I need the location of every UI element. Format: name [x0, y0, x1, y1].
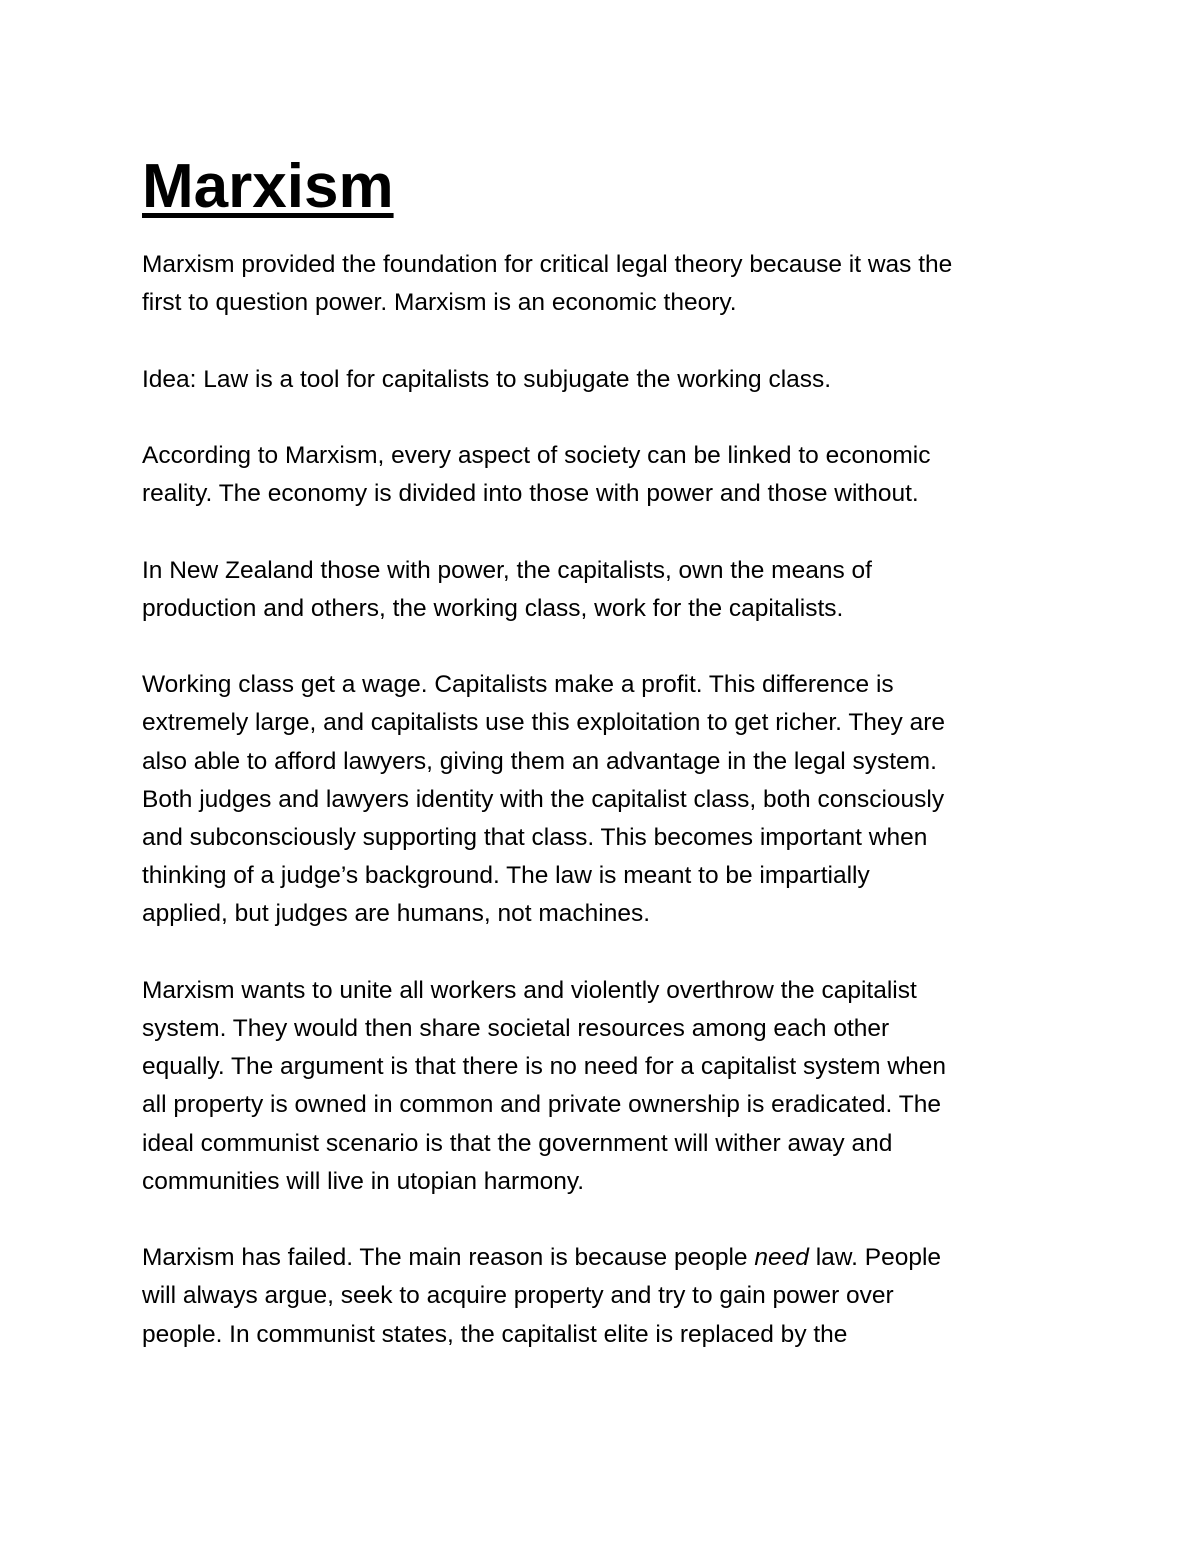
paragraph-line: Marxism wants to unite all workers and violently overthrow the capitalist: [142, 976, 917, 1004]
paragraph-line: In New Zealand those with power, the capitalists, own the means of: [142, 556, 872, 584]
document-content: [142, 150, 1072, 1392]
paragraph-line: Both judges and lawyers identity with the capitalist class, both consciously: [142, 785, 945, 813]
paragraph-line: Working class get a wage. Capitalists make a profit. This difference is: [142, 671, 894, 699]
paragraph-line: production and others, the working class, work for the capitalists.: [142, 594, 844, 622]
paragraph-line: all property is owned in common and private ownership is eradicated. The: [142, 1091, 941, 1119]
paragraph-3: [142, 437, 1072, 513]
paragraph-line: extremely large, and capitalists use this exploitation to get richer. They are: [142, 709, 946, 737]
paragraph-line: applied, but judges are humans, not machines.: [142, 900, 651, 928]
paragraph-line: also able to afford lawyers, giving them an advantage in the legal system.: [142, 747, 937, 775]
paragraph-line: Idea: Law is a tool for capitalists to subjugate the working class.: [142, 365, 832, 393]
paragraph-1: [142, 246, 1072, 322]
paragraph-line: reality. The economy is divided into those with power and those without.: [142, 480, 919, 508]
paragraph-line: people. In communist states, the capitalist elite is replaced by the: [142, 1320, 848, 1348]
paragraph-line: communities will live in utopian harmony.: [142, 1167, 585, 1195]
paragraph-line: Marxism provided the foundation for critical legal theory because it was the: [142, 251, 953, 278]
paragraph-line: [142, 1239, 1072, 1277]
text-run: Marxism has failed. The main reason is because people: [142, 1244, 755, 1272]
paragraph-line: thinking of a judge’s background. The law is meant to be impartially: [142, 862, 870, 890]
paragraph-line: ideal communist scenario is that the government will wither away and: [142, 1129, 893, 1157]
emphasis-text: need: [754, 1244, 809, 1272]
paragraph-2: [142, 361, 1072, 399]
paragraph-6: [142, 972, 1072, 1201]
paragraph-5: [142, 666, 1072, 933]
paragraph-4: [142, 552, 1072, 628]
paragraph-line: system. They would then share societal resources among each other: [142, 1014, 890, 1042]
paragraph-line: will always argue, seek to acquire property and try to gain power over: [142, 1282, 894, 1310]
paragraph-line: first to question power. Marxism is an economic theory.: [142, 289, 737, 317]
paragraph-line: According to Marxism, every aspect of society can be linked to economic: [142, 441, 931, 469]
paragraph-line: and subconsciously supporting that class. This becomes important when: [142, 823, 928, 851]
text-run: law. People: [808, 1244, 942, 1272]
paragraph-7: [142, 1239, 1072, 1354]
paragraph-line: equally. The argument is that there is no need for a capitalist system when: [142, 1053, 946, 1081]
page-title: Marxism: [142, 152, 394, 221]
